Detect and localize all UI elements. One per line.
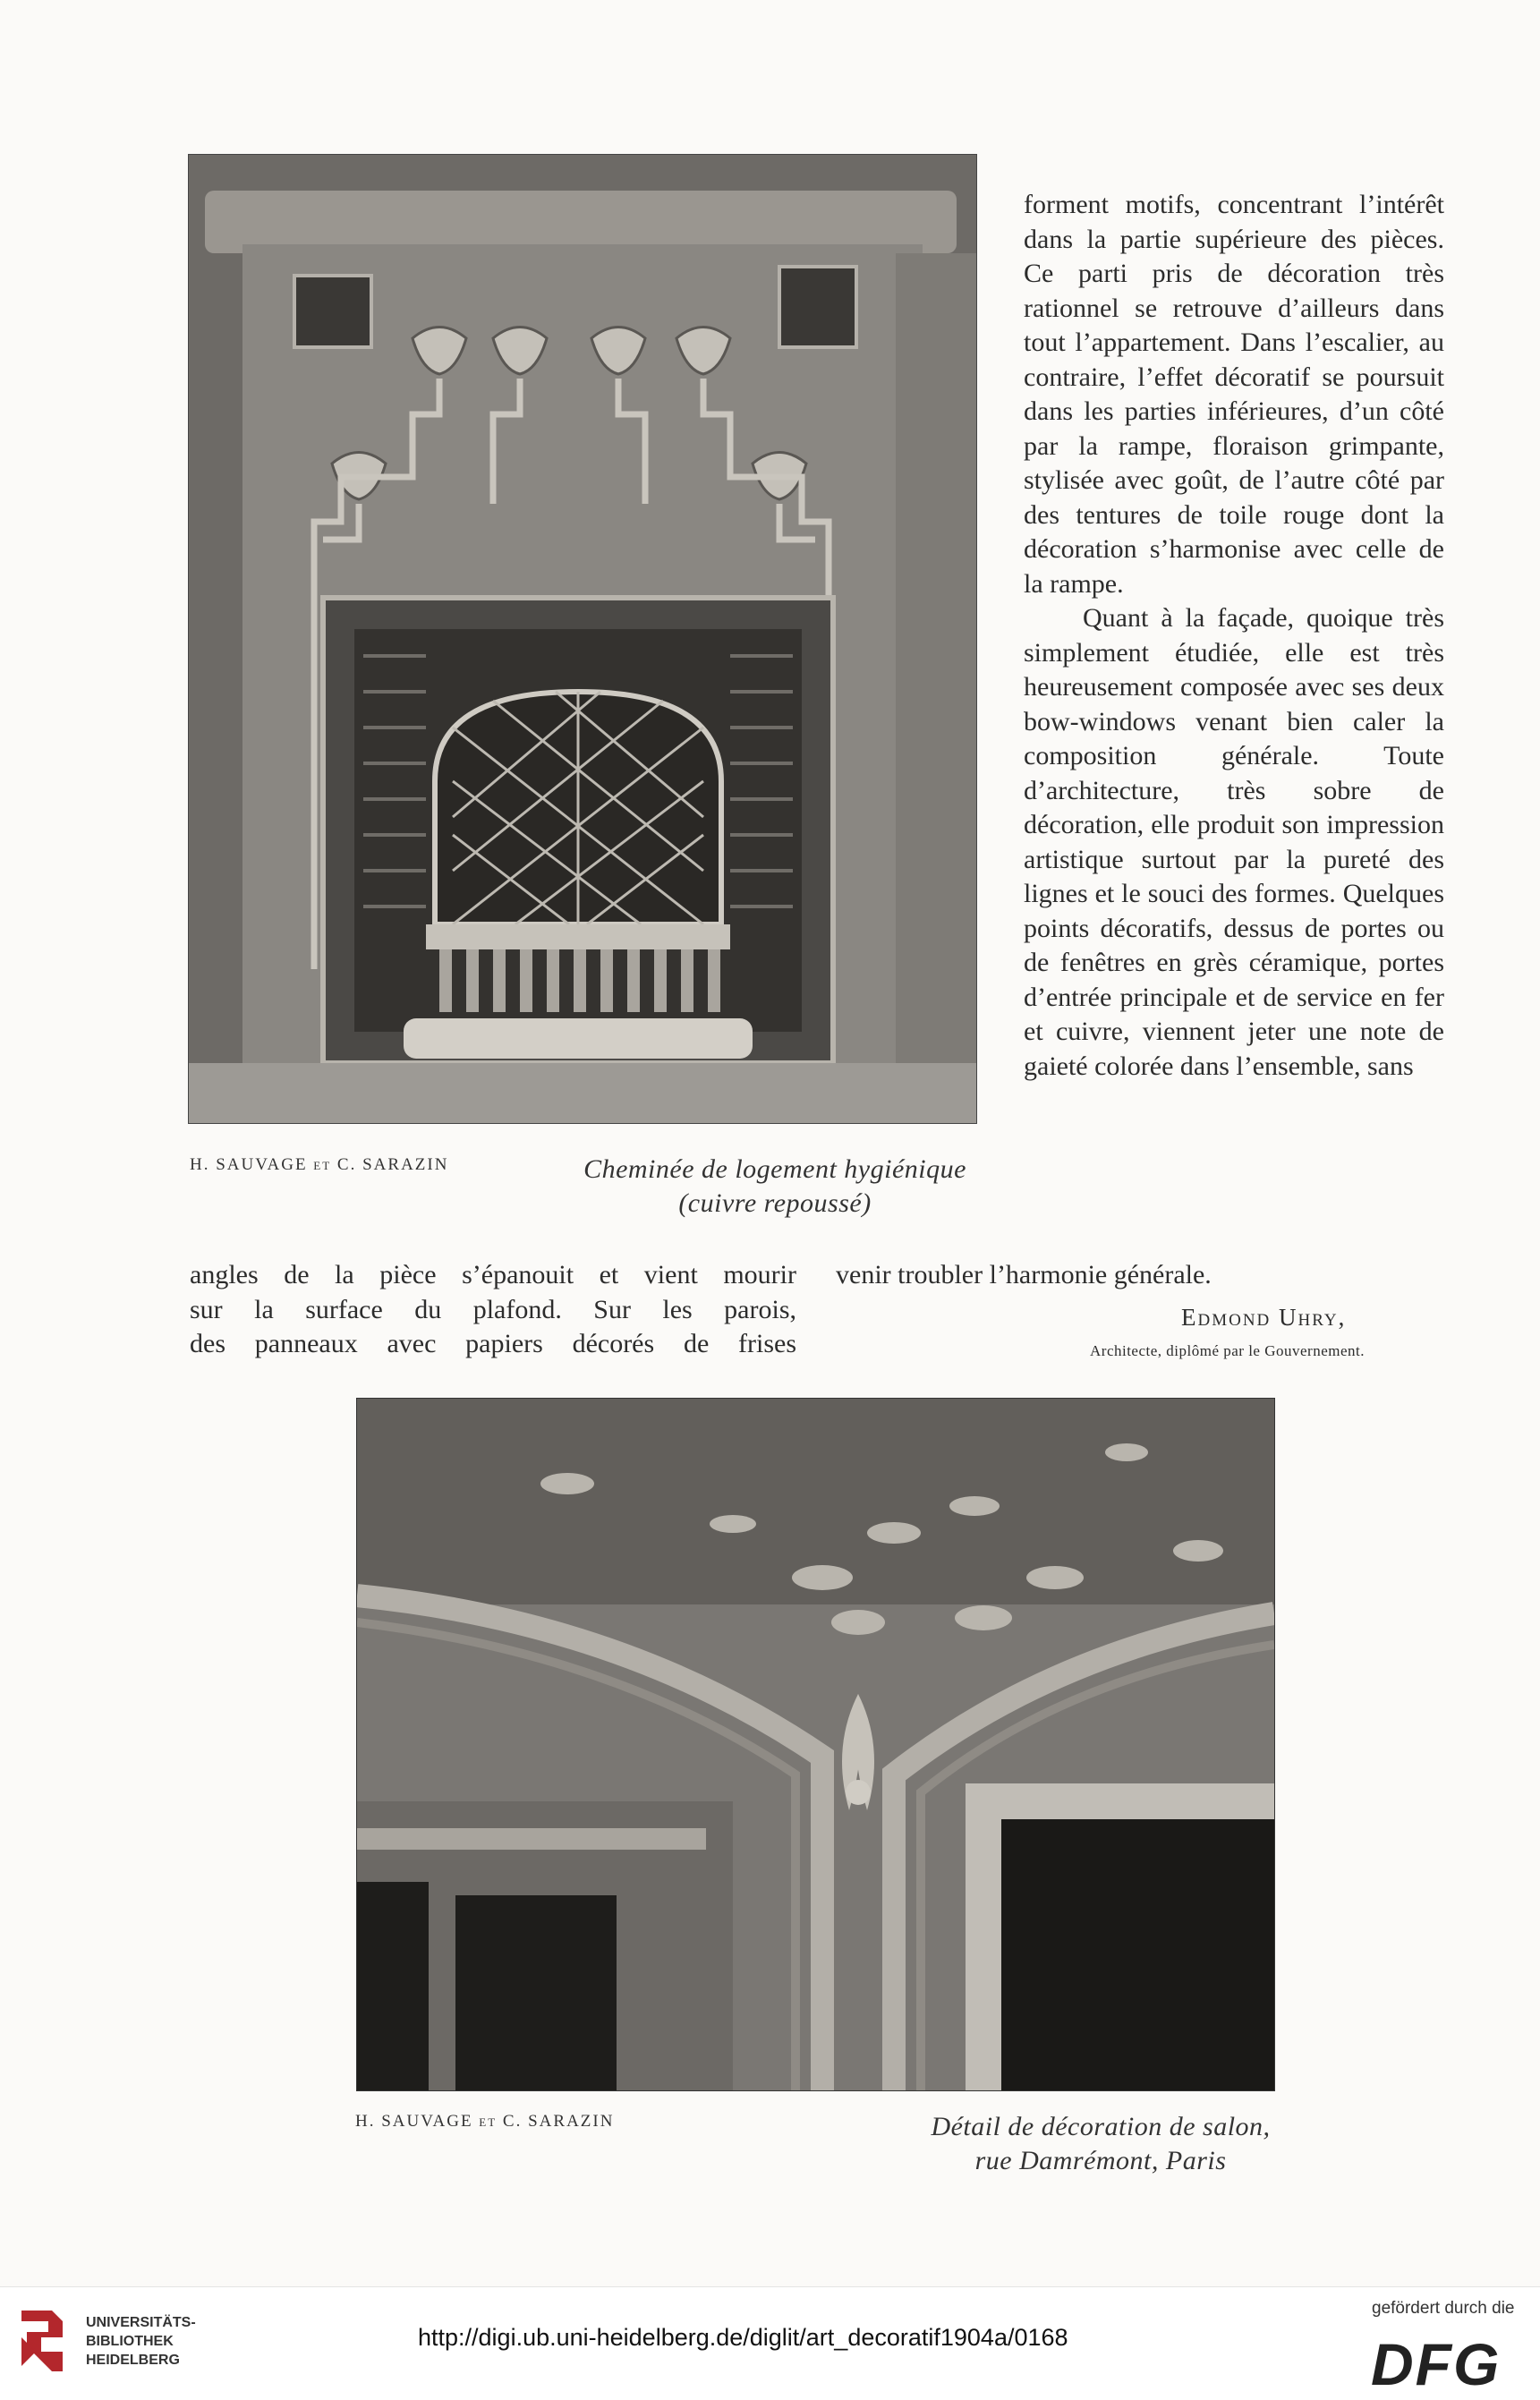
left-text-lines [190,1258,796,1362]
right-paragraph-2: Quant à la façade, quoique très simplement étudiée, elle est très heureusement composée avec ses deux bow-windows venant bien caler la composition générale. Toute d’architecture, très sobre de décoration, elle produit son impression artistique surtout par la pureté des lignes et le souci des formes. Quelques points décoratifs, dessus de portes ou de fenêtres en grès céramique, portes d’entrée principale et de service en fer et cuivre, viennent jeter une note de gaieté colorée dans l’ensemble, sans [1024,603,1444,1081]
fireplace-photo [188,154,977,1124]
dfg-logo: DFG [1371,2331,1502,2397]
figure1-caption-line1: Cheminée de logement hygiénique [583,1154,966,1184]
library-line-3: HEIDELBERG [86,2353,180,2368]
figure1-caption-line2: (cuivre repoussé) [678,1188,872,1218]
salon-illustration [357,1399,1274,2090]
library-name [86,2313,196,2370]
right-text-column [1024,188,1444,1084]
author-name: Edmond Uhry, [1181,1304,1347,1331]
figure2-caption-line2: rue Damrémont, Paris [974,2146,1227,2175]
figure2-credit: H. SAUVAGE et C. SARAZIN [355,2112,615,2131]
funder-label: gefördert durch die [1372,2299,1515,2318]
left-line-3: des panneaux avec papiers décorés de frises [190,1329,796,1358]
permalink-url[interactable]: http://digi.ub.uni-heidelberg.de/diglit/art_decoratif1904a/0168 [418,2324,1068,2351]
university-library-logo-icon [16,2302,68,2379]
left-line-2: sur la surface du plafond. Sur les parois, [190,1294,796,1324]
figure2-caption-line1: Détail de décoration de salon, [931,2112,1271,2141]
figure1-caption [533,1153,1017,1221]
continuation-line: venir troubler l’harmonie générale. [836,1260,1212,1289]
fireplace-illustration [189,155,976,1123]
figure2-caption [859,2110,1342,2178]
library-line-1: UNIVERSITÄTS- [86,2315,196,2330]
figure1-credit: H. SAUVAGE et C. SARAZIN [190,1155,449,1174]
salon-decoration-photo [356,1398,1275,2091]
right-paragraph-1: forment motifs, concentrant l’intérêt dans la partie supérieure des pièces. Ce parti pris de décoration très rationnel se retrouve d’ailleurs dans tout l’appartement. Dans l’escalier, au contraire, l’effet décoratif se poursuit dans les parties inférieures, d’un côté par la rampe, floraison grimpante, stylisée avec goût, de l’autre côté par des tentures de toile rouge dont la décoration s’harmonise avec celle de la rampe. [1024,190,1444,599]
library-line-2: BIBLIOTHEK [86,2334,174,2349]
author-role: Architecte, diplômé par le Gouvernement. [1090,1342,1365,1359]
left-line-1: angles de la pièce s’épanouit et vient mourir [190,1260,796,1289]
